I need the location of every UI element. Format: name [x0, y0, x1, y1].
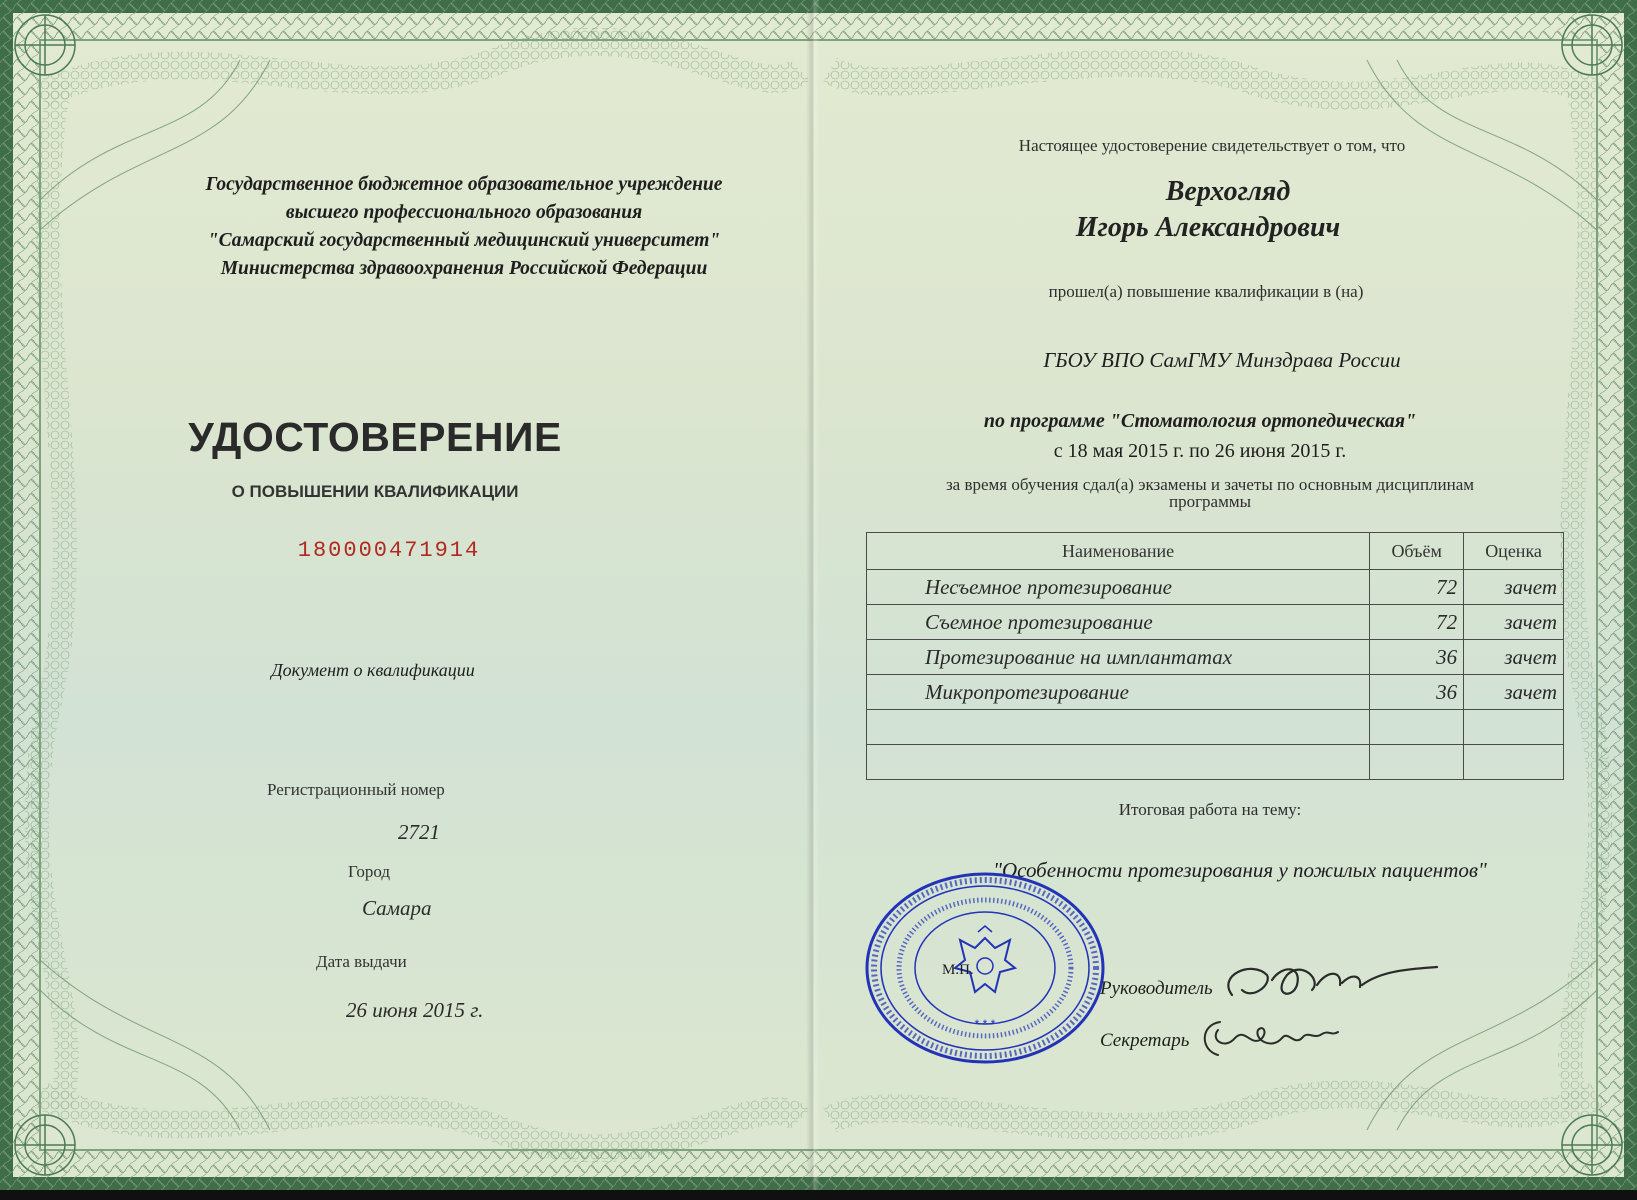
subject-volume — [1370, 710, 1464, 745]
subject-grade: зачет — [1464, 675, 1564, 710]
table-row — [867, 675, 1564, 710]
secretary-label: Секретарь — [1100, 1030, 1190, 1051]
issue-date-label: Дата выдачи — [316, 952, 407, 971]
subject-volume: 72 — [1370, 605, 1464, 640]
exams-text-1: за время обучения сдал(а) экзамены и зачеты по основным дисциплинам — [945, 475, 1475, 494]
subject-name — [867, 745, 1370, 780]
issue-date-value: 26 июня 2015 г. — [346, 998, 484, 1022]
subject-volume: 36 — [1370, 675, 1464, 710]
subject-name: Протезирование на имплантатах — [867, 640, 1370, 675]
stamp-mp-label: М.П. — [942, 962, 974, 978]
svg-text:* * *: * * * — [974, 1017, 996, 1031]
subject-name — [867, 710, 1370, 745]
qualification-doc-label: Документ о квалификации — [271, 660, 475, 680]
study-period: с 18 мая 2015 г. по 26 июня 2015 г. — [1053, 440, 1347, 462]
holder-surname: Верхогляд — [1165, 176, 1291, 207]
reg-number-label: Регистрационный номер — [267, 780, 445, 799]
reg-number-value: 2721 — [398, 820, 440, 844]
doc-subtitle: О ПОВЫШЕНИИ КВАЛИФИКАЦИИ — [231, 482, 519, 501]
table-header-name: Наименование — [867, 533, 1370, 570]
page-fold — [806, 0, 820, 1190]
city-value: Самара — [362, 896, 432, 920]
table-header-grade: Оценка — [1464, 533, 1564, 570]
secretary-signature — [1190, 1010, 1340, 1070]
table-header-row — [867, 533, 1564, 570]
table-row-empty — [867, 710, 1564, 745]
doc-number: 180000471914 — [297, 538, 481, 563]
table-row — [867, 640, 1564, 675]
subjects-table — [866, 532, 1564, 780]
org-line-2: высшего профессионального образования — [285, 202, 643, 223]
org-line-4: Министерства здравоохранения Российской Федерации — [220, 258, 708, 279]
table-header-volume: Объём — [1370, 533, 1464, 570]
exams-text-2: программы — [1168, 492, 1252, 511]
head-signature — [1212, 955, 1442, 1015]
subject-grade — [1464, 710, 1564, 745]
final-work-topic: "Особенности протезирования у пожилых пациентов" — [993, 858, 1487, 882]
table-row-empty — [867, 745, 1564, 780]
org-line-1: Государственное бюджетное образовательное учреждение — [205, 174, 723, 195]
scan-bottom-edge — [0, 1190, 1637, 1200]
subject-volume: 72 — [1370, 570, 1464, 605]
institution-name: ГБОУ ВПО СамГМУ Минздрава России — [1043, 348, 1401, 372]
certifies-text: Настоящее удостоверение свидетельствует о том, что — [1018, 136, 1406, 155]
table-row — [867, 570, 1564, 605]
official-seal-stamp — [860, 868, 1110, 1068]
program-name: по программе "Стоматология ортопедическая" — [983, 410, 1417, 432]
holder-name: Игорь Александрович — [1075, 212, 1341, 243]
passed-text: прошел(а) повышение квалификации в (на) — [1048, 282, 1364, 301]
subject-grade: зачет — [1464, 605, 1564, 640]
head-label: Руководитель — [1100, 978, 1213, 999]
subject-volume: 36 — [1370, 640, 1464, 675]
table-row — [867, 605, 1564, 640]
doc-title: УДОСТОВЕРЕНИЕ — [188, 414, 562, 460]
subject-grade: зачет — [1464, 640, 1564, 675]
subject-name: Съемное протезирование — [867, 605, 1370, 640]
subject-volume — [1370, 745, 1464, 780]
subject-name: Несъемное протезирование — [867, 570, 1370, 605]
subject-name: Микропротезирование — [867, 675, 1370, 710]
org-line-3: "Самарский государственный медицинский университет" — [207, 230, 721, 251]
city-label: Город — [348, 862, 390, 881]
subject-grade: зачет — [1464, 570, 1564, 605]
final-work-label: Итоговая работа на тему: — [1118, 800, 1302, 819]
subject-grade — [1464, 745, 1564, 780]
